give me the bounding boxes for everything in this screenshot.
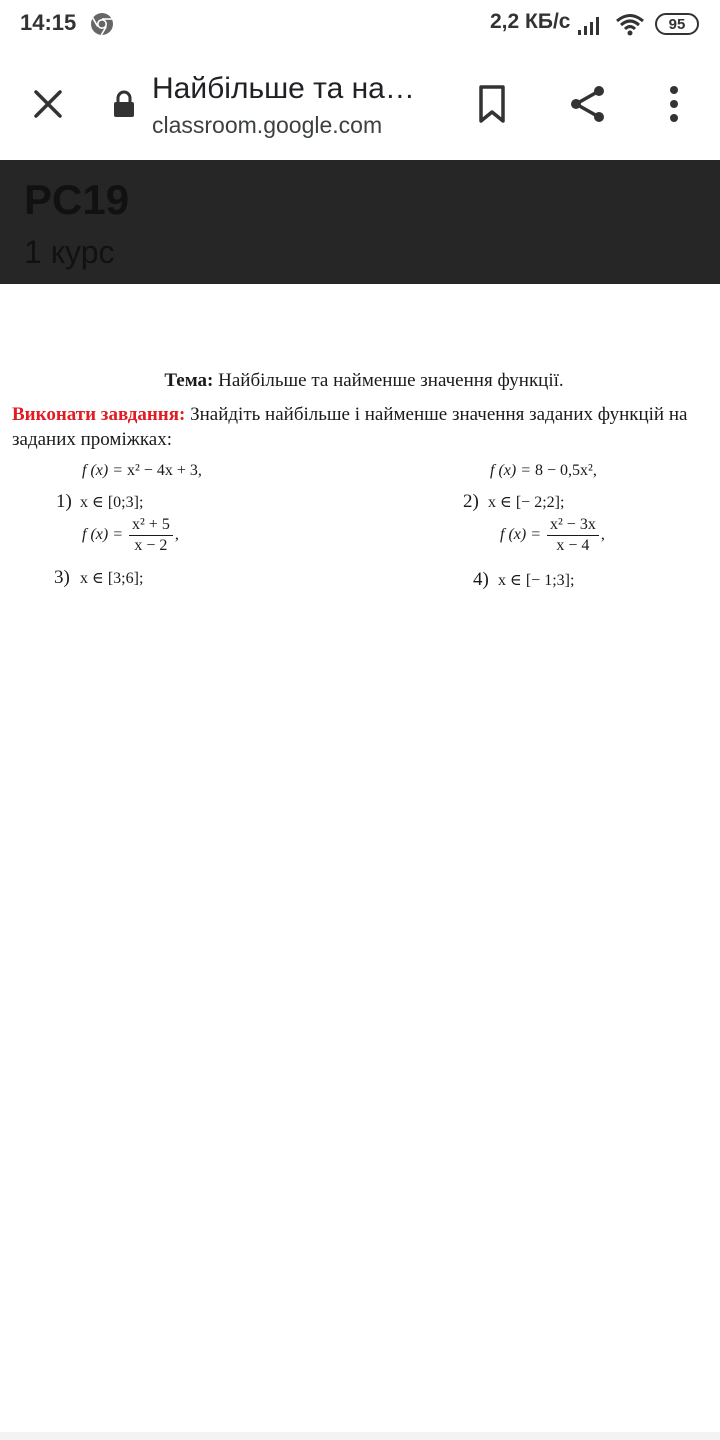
bookmark-icon[interactable] xyxy=(472,82,512,126)
lock-icon xyxy=(112,90,136,118)
network-speed: 2,2 КБ/с xyxy=(490,10,571,33)
problem-2-number: 2) xyxy=(463,491,479,512)
share-icon[interactable] xyxy=(566,82,610,126)
problem-3-interval: x ∈ [3;6]; xyxy=(80,570,144,587)
doc-task xyxy=(12,402,692,452)
class-header xyxy=(0,160,720,284)
page-url[interactable]: classroom.google.com xyxy=(152,112,383,138)
close-icon[interactable] xyxy=(28,84,68,124)
status-time: 14:15 xyxy=(20,10,77,35)
chrome-icon xyxy=(90,12,114,36)
problem-1-interval: x ∈ [0;3]; xyxy=(80,494,144,511)
problem-4-lhs: f (x) = xyxy=(500,526,541,544)
task-text: Знайдіть найбільше і найменше значення заданих функцій на заданих проміжках: xyxy=(12,404,688,450)
problem-3-number: 3) xyxy=(54,567,70,588)
problem-1-function xyxy=(82,462,202,480)
problem-3-numerator: x² + 5 xyxy=(129,516,173,536)
problem-4-number: 4) xyxy=(473,569,489,590)
wifi-icon xyxy=(615,12,645,38)
problem-1-rhs: x² − 4x + 3, xyxy=(127,462,202,479)
doc-topic xyxy=(0,370,720,392)
custom-tab-toolbar xyxy=(0,50,720,160)
problem-2-rhs: 8 − 0,5x², xyxy=(535,462,597,479)
topic-text: Найбільше та найменше значення функції. xyxy=(218,370,564,391)
problem-3-tail: , xyxy=(174,526,179,544)
problem-2-interval: x ∈ [− 2;2]; xyxy=(488,494,565,511)
problem-2-lhs: f (x) = xyxy=(490,462,535,479)
status-bar xyxy=(0,0,720,50)
page-title: Найбільше та на… xyxy=(152,72,415,105)
battery-indicator: 95 xyxy=(655,13,699,35)
problem-4-fraction xyxy=(547,516,599,555)
problem-4-function xyxy=(500,516,605,555)
topic-label: Тема: xyxy=(164,370,214,391)
problem-4-tail: , xyxy=(600,526,605,544)
problem-4-interval: x ∈ [− 1;3]; xyxy=(498,572,575,589)
problem-2-function xyxy=(490,462,597,480)
document-image xyxy=(0,284,720,1434)
class-section: 1 курс xyxy=(24,234,115,270)
problem-3-function xyxy=(82,516,179,555)
bottom-divider xyxy=(0,1432,720,1440)
problem-3-lhs: f (x) = xyxy=(82,526,123,544)
signal-icon xyxy=(577,14,603,36)
problem-3-fraction xyxy=(129,516,173,555)
more-options-icon[interactable] xyxy=(656,82,692,126)
task-label: Виконати завдання: xyxy=(12,404,186,425)
class-name: PC19 xyxy=(24,176,130,223)
problem-4-denominator: x − 4 xyxy=(556,537,590,554)
problem-3-denominator: x − 2 xyxy=(134,537,168,554)
problem-4-numerator: x² − 3x xyxy=(547,516,599,536)
problem-1-lhs: f (x) = xyxy=(82,462,127,479)
problem-1-number: 1) xyxy=(56,491,72,512)
